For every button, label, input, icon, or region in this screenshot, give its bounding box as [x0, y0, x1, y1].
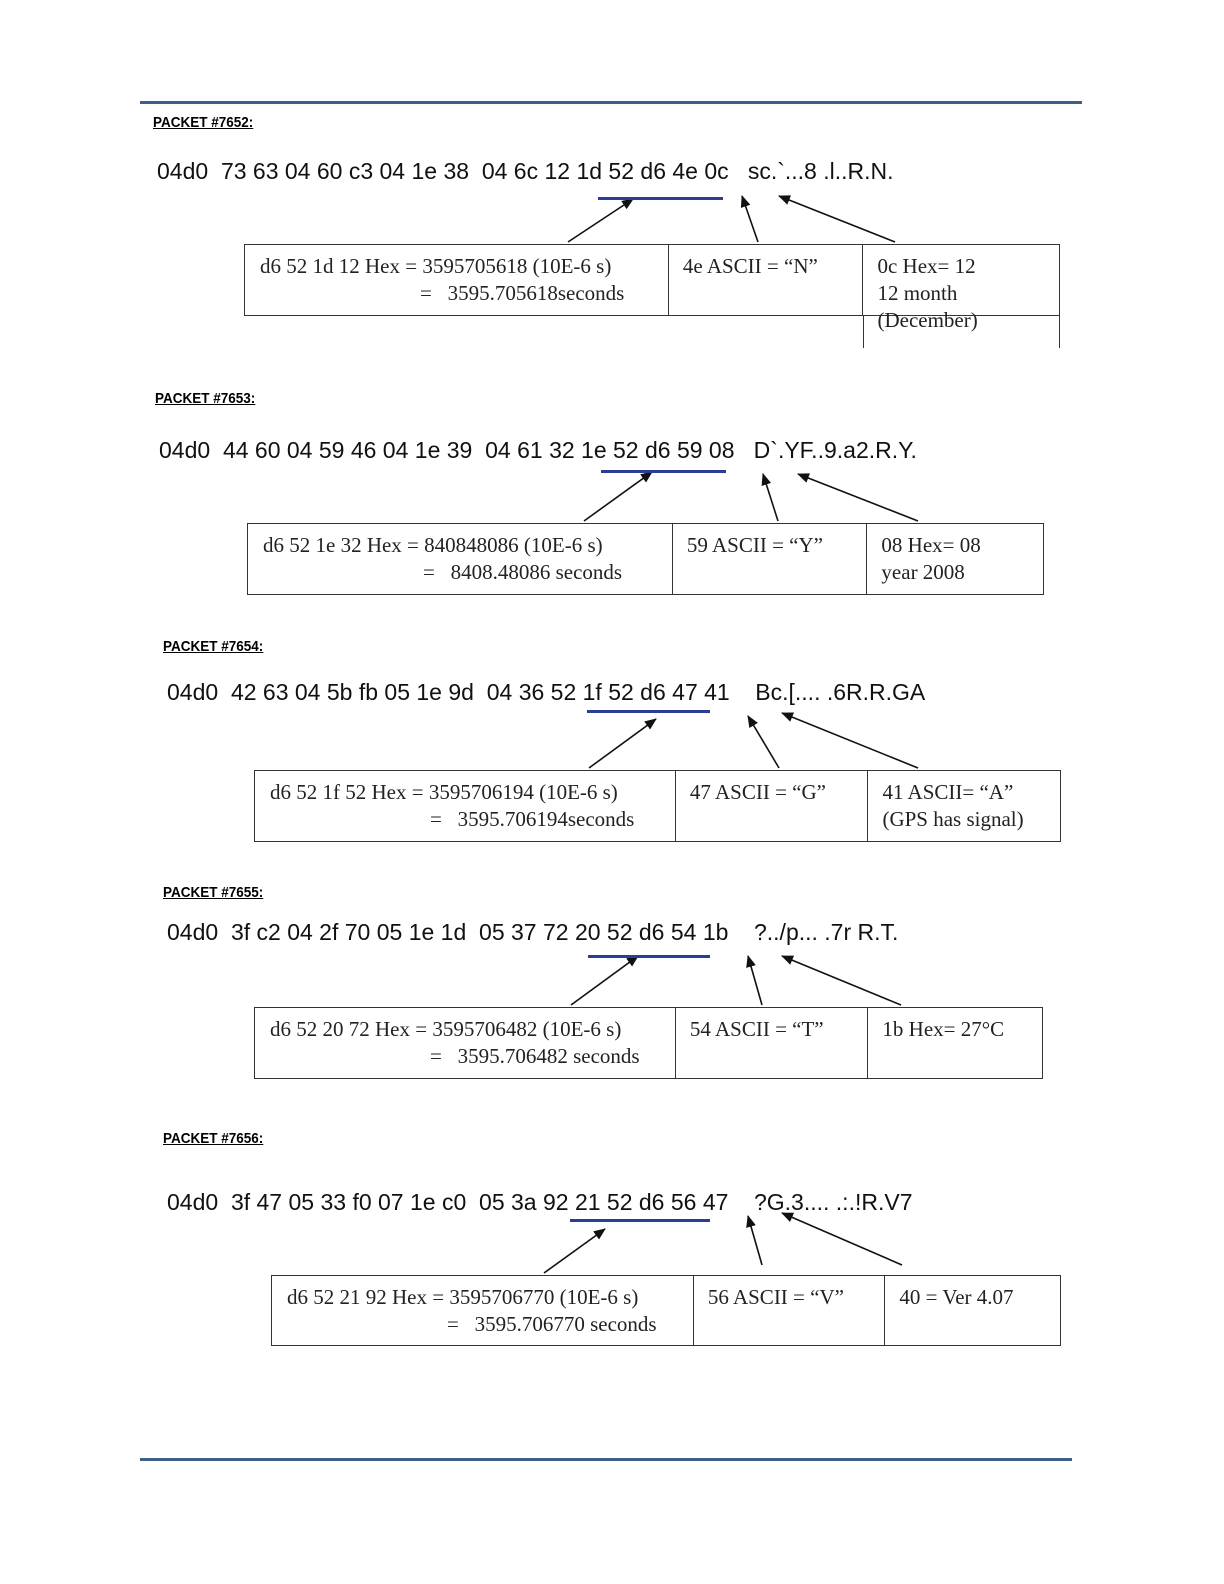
cell-line: (December)	[877, 308, 978, 332]
field-meaning-cell	[866, 524, 1043, 594]
hex-dump-line: 04d0 44 60 04 59 46 04 1e 39 04 61 32 1e 52 d6 59 08 D`.YF..9.a2.R.Y.	[159, 437, 917, 463]
timestamp-bytes-underline	[570, 1219, 710, 1222]
cell-line: = 8408.48086 seconds	[423, 560, 623, 584]
cell-line: 54 ASCII = “T”	[689, 1017, 824, 1041]
cell-line: (GPS has signal)	[882, 807, 1024, 831]
ascii-char-cell	[672, 524, 867, 594]
field-meaning-cell	[867, 1008, 1042, 1078]
decode-table-extension	[863, 316, 1060, 348]
packet-heading: PACKET #7655:	[163, 884, 264, 901]
timestamp-arrow	[589, 719, 656, 768]
ascii-char-cell	[668, 245, 863, 315]
packet-heading: PACKET #7653:	[155, 390, 256, 407]
packet-heading: PACKET #7656:	[163, 1130, 264, 1147]
hex-dump-line: 04d0 3f 47 05 33 f0 07 1e c0 05 3a 92 21 52 d6 56 47 ?G.3.... .:.!R.V7	[167, 1189, 913, 1215]
cell-line: year 2008	[881, 560, 965, 584]
packet-heading: PACKET #7652:	[153, 114, 254, 131]
cell-line: = 3595.706482 seconds	[430, 1044, 640, 1068]
field-meaning-cell	[862, 245, 1059, 332]
timestamp-cell	[248, 524, 672, 594]
cell-line: 47 ASCII = “G”	[689, 780, 826, 804]
timestamp-bytes-underline	[598, 197, 723, 200]
timestamp-bytes-underline	[587, 710, 710, 713]
cell-line: 56 ASCII = “V”	[707, 1285, 844, 1309]
cell-line: d6 52 20 72 Hex = 3595706482 (10E-6 s)	[270, 1017, 622, 1041]
decode-table	[244, 244, 1060, 332]
field-arrow	[782, 956, 901, 1005]
timestamp-arrow	[584, 472, 652, 521]
hex-dump-line: 04d0 3f c2 04 2f 70 05 1e 1d 05 37 72 20 52 d6 54 1b ?../p... .7r R.T.	[167, 919, 899, 945]
timestamp-cell	[245, 245, 668, 315]
field-meaning-cell	[867, 771, 1060, 841]
cell-line: 59 ASCII = “Y”	[686, 533, 823, 557]
cell-line: d6 52 1d 12 Hex = 3595705618 (10E-6 s)	[260, 254, 612, 278]
field-arrow	[782, 713, 918, 768]
decode-table	[254, 1007, 1043, 1079]
cell-line: = 3595.705618seconds	[420, 281, 625, 305]
ascii-arrow	[763, 474, 778, 521]
cell-line: = 3595.706770 seconds	[447, 1312, 657, 1336]
cell-line: d6 52 1f 52 Hex = 3595706194 (10E-6 s)	[270, 780, 618, 804]
ascii-char-cell	[675, 771, 868, 841]
cell-line: 12 month	[877, 281, 958, 305]
packet-heading: PACKET #7654:	[163, 638, 264, 655]
decode-table	[254, 770, 1061, 842]
timestamp-arrow	[544, 1229, 605, 1273]
timestamp-arrow	[571, 956, 638, 1005]
field-arrow	[782, 1213, 902, 1265]
timestamp-cell	[272, 1276, 693, 1345]
field-arrow	[798, 474, 918, 521]
cell-line: d6 52 1e 32 Hex = 840848086 (10E-6 s)	[263, 533, 603, 557]
cell-line: 0c Hex= 12	[877, 254, 976, 278]
cell-line: d6 52 21 92 Hex = 3595706770 (10E-6 s)	[287, 1285, 639, 1309]
timestamp-cell	[255, 771, 675, 841]
field-meaning-cell	[884, 1276, 1060, 1345]
ascii-arrow	[742, 196, 758, 242]
cell-line: 4e ASCII = “N”	[682, 254, 818, 278]
ascii-char-cell	[693, 1276, 885, 1345]
ascii-arrow	[748, 1216, 762, 1265]
cell-line: 08 Hex= 08	[881, 533, 981, 557]
cell-line: 1b Hex= 27°C	[882, 1017, 1005, 1041]
cell-line: 41 ASCII= “A”	[882, 780, 1014, 804]
timestamp-cell	[255, 1008, 675, 1078]
cell-line: 40 = Ver 4.07	[899, 1285, 1014, 1309]
decode-table	[271, 1275, 1061, 1346]
hex-dump-line: 04d0 73 63 04 60 c3 04 1e 38 04 6c 12 1d 52 d6 4e 0c sc.`...8 .l..R.N.	[157, 158, 894, 184]
timestamp-bytes-underline	[601, 470, 726, 473]
ascii-char-cell	[675, 1008, 868, 1078]
timestamp-arrow	[568, 199, 633, 242]
ascii-arrow	[748, 716, 779, 768]
hex-dump-line: 04d0 42 63 04 5b fb 05 1e 9d 04 36 52 1f 52 d6 47 41 Bc.[.... .6R.R.GA	[167, 679, 926, 705]
decode-table	[247, 523, 1044, 595]
ascii-arrow	[748, 956, 762, 1005]
field-arrow	[779, 196, 895, 242]
timestamp-bytes-underline	[588, 955, 710, 958]
cell-line: = 3595.706194seconds	[430, 807, 635, 831]
